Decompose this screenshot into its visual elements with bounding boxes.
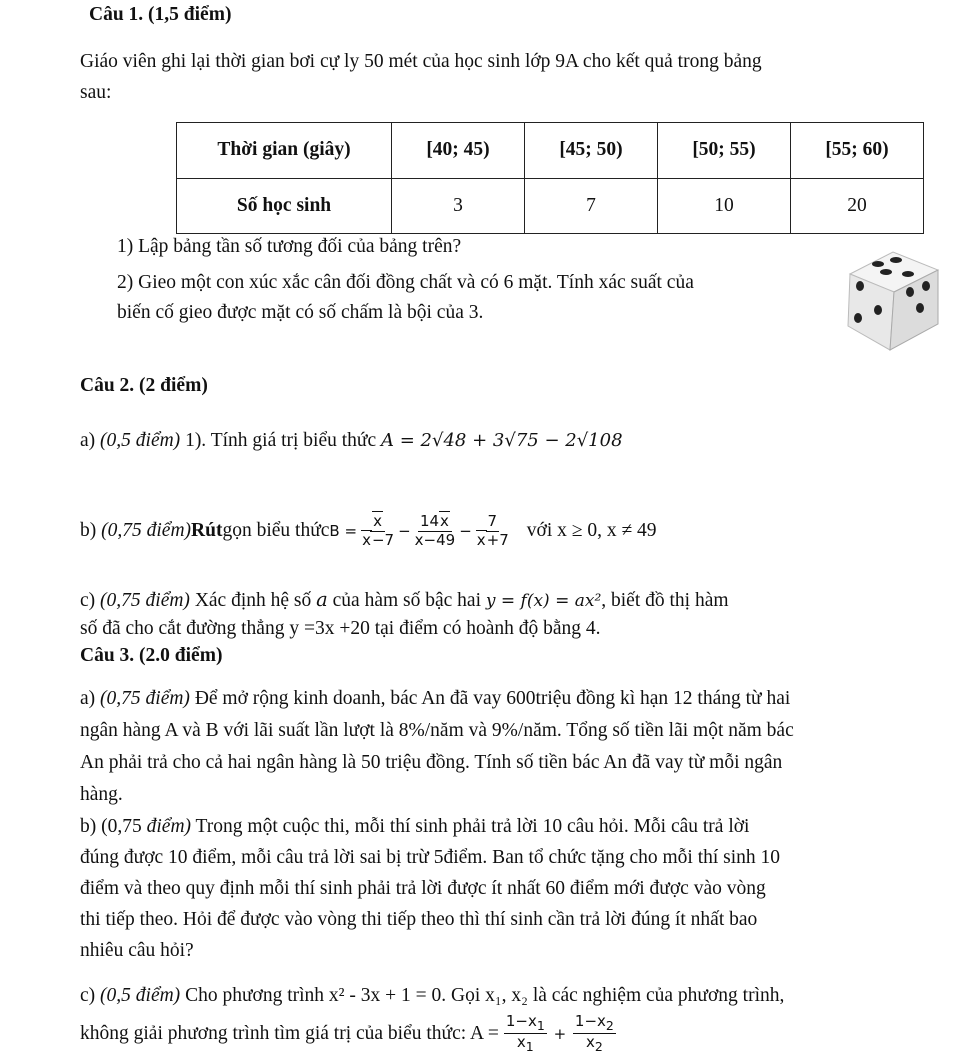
- table-cell-count: 3: [392, 178, 525, 234]
- q2-c-a: a: [316, 588, 328, 611]
- q3-a-line2: ngân hàng A và B với lãi suất lần lượt là 8%/năm và 9%/năm. Tổng số tiền lãi một năm bác: [80, 720, 794, 741]
- table-cell-interval: [50; 55): [658, 123, 791, 179]
- table-cell-interval: [45; 50): [525, 123, 658, 179]
- q1-intro-line2: sau:: [80, 82, 112, 103]
- q2-c-text2: của hàm số bậc hai: [327, 590, 486, 611]
- q3-a-line1: [80, 688, 790, 710]
- q3-a-line1-text: Để mở rộng kinh doanh, bác An đã vay 600triệu đồng kì hạn 12 tháng từ hai: [189, 688, 791, 709]
- q2-c-text3: , biết đồ thị hàm: [601, 590, 729, 611]
- q1-part1: 1) Lập bảng tần số tương đối của bảng trên?: [117, 236, 462, 257]
- table-header-count: Số học sinh: [177, 178, 392, 234]
- table-cell-interval: [55; 60): [791, 123, 924, 179]
- q2-b-text: gọn biểu thức: [222, 520, 330, 542]
- table-cell-count: 7: [525, 178, 658, 234]
- q3-b-line2: đúng được 10 điểm, mỗi câu trả lời sai bị trừ 5điểm. Ban tổ chức tặng cho mỗi thí sinh 10: [80, 847, 781, 868]
- q3-b-line1-text: Trong một cuộc thi, mỗi thí sinh phải trả lời 10 câu hỏi. Mỗi câu trả lời: [191, 816, 750, 837]
- q3-a-points: (0,75 điểm): [100, 688, 190, 709]
- q2-b-expression: B = $\frac{x}{x-7}$ − $\frac{14x}{x-49}$ − $\frac{7}{x+7}$: [329, 512, 509, 549]
- q1-part2-line1: 2) Gieo một con xúc xắc cân đối đồng chất và có 6 mặt. Tính xác suất của: [117, 272, 694, 293]
- table-header-time: Thời gian (giây): [177, 123, 392, 179]
- q2-title: Câu 2. (2 điểm): [80, 375, 208, 396]
- q2-c-line2: số đã cho cắt đường thẳng y =3x +20 tại điểm có hoành độ bằng 4.: [80, 618, 601, 639]
- table-cell-count: 20: [791, 178, 924, 234]
- q3-a-line3: An phải trả cho cả hai ngân hàng là 50 triệu đồng. Tính số tiền bác An đã vay từ mỗi ngân: [80, 752, 783, 773]
- q3-c-line1-text: Cho phương trình x² - 3x + 1 = 0. Gọi x₁, x₂ là các nghiệm của phương trình,: [180, 985, 785, 1006]
- q2-b-bold: Rút: [191, 520, 223, 542]
- q3-title: Câu 3. (2.0 điểm): [80, 645, 223, 666]
- q3-c-line1: [80, 985, 784, 1007]
- q2-part-b: [80, 514, 657, 549]
- q2-c-function: y = f(x) = ax²: [485, 591, 602, 611]
- q3-c-expression: $\frac{1-x_1}{x_1}$ + $\frac{1-x_2}{x_2}$: [505, 1012, 614, 1055]
- q2-a-expression: A = 2√48 + 3√75 − 2√108: [381, 430, 623, 451]
- q2-b-points: (0,75 điểm): [101, 520, 192, 542]
- table-cell-count: 10: [658, 178, 791, 234]
- q2-a-text: 1). Tính giá trị biểu thức: [180, 430, 382, 451]
- q2-part-a: [80, 430, 623, 452]
- q2-c-text1: Xác định hệ số: [189, 590, 317, 611]
- q1-part2-line2: biến cố gieo được mặt có số chấm là bội của 3.: [117, 302, 484, 323]
- q3-c-prefix: c): [80, 985, 101, 1006]
- q1-title: Câu 1. (1,5 điểm): [89, 4, 232, 25]
- table-row: [177, 178, 924, 234]
- q2-c-points: (0,75 điểm): [100, 590, 190, 611]
- q2-b-prefix: b): [80, 520, 97, 542]
- q3-b-points: điểm): [146, 816, 192, 837]
- q3-b-prefix: b) (0,75: [80, 816, 147, 837]
- q3-c-line2: [80, 1014, 618, 1053]
- q3-a-line4: hàng.: [80, 784, 123, 805]
- q2-a-prefix: a): [80, 430, 101, 451]
- table-row: [177, 123, 924, 179]
- q3-c-line2-text: không giải phương trình tìm giá trị của biểu thức: A =: [80, 1022, 499, 1044]
- table-cell-interval: [40; 45): [392, 123, 525, 179]
- q1-intro-line1: Giáo viên ghi lại thời gian bơi cự ly 50 mét của học sinh lớp 9A cho kết quả trong bảng: [80, 51, 762, 72]
- q3-b-line3: điểm và theo quy định mỗi thí sinh phải trả lời được ít nhất 60 điểm mới được vào vòng: [80, 878, 766, 899]
- q2-a-points: (0,5 điểm): [100, 430, 181, 451]
- frequency-table: [176, 122, 924, 234]
- q3-c-points: (0,5 điểm): [100, 985, 181, 1006]
- q2-c-prefix: c): [80, 590, 101, 611]
- dice-icon: [838, 246, 948, 356]
- q3-a-prefix: a): [80, 688, 101, 709]
- q3-b-line5: nhiêu câu hỏi?: [80, 940, 194, 961]
- q2-part-c-line1: [80, 588, 729, 612]
- q2-b-condition: với x ≥ 0, x ≠ 49: [526, 520, 657, 542]
- q3-b-line1: [80, 816, 749, 838]
- q3-b-line4: thi tiếp theo. Hỏi để được vào vòng thi tiếp theo thì thí sinh cần trả lời đúng ít nhất bao: [80, 909, 758, 930]
